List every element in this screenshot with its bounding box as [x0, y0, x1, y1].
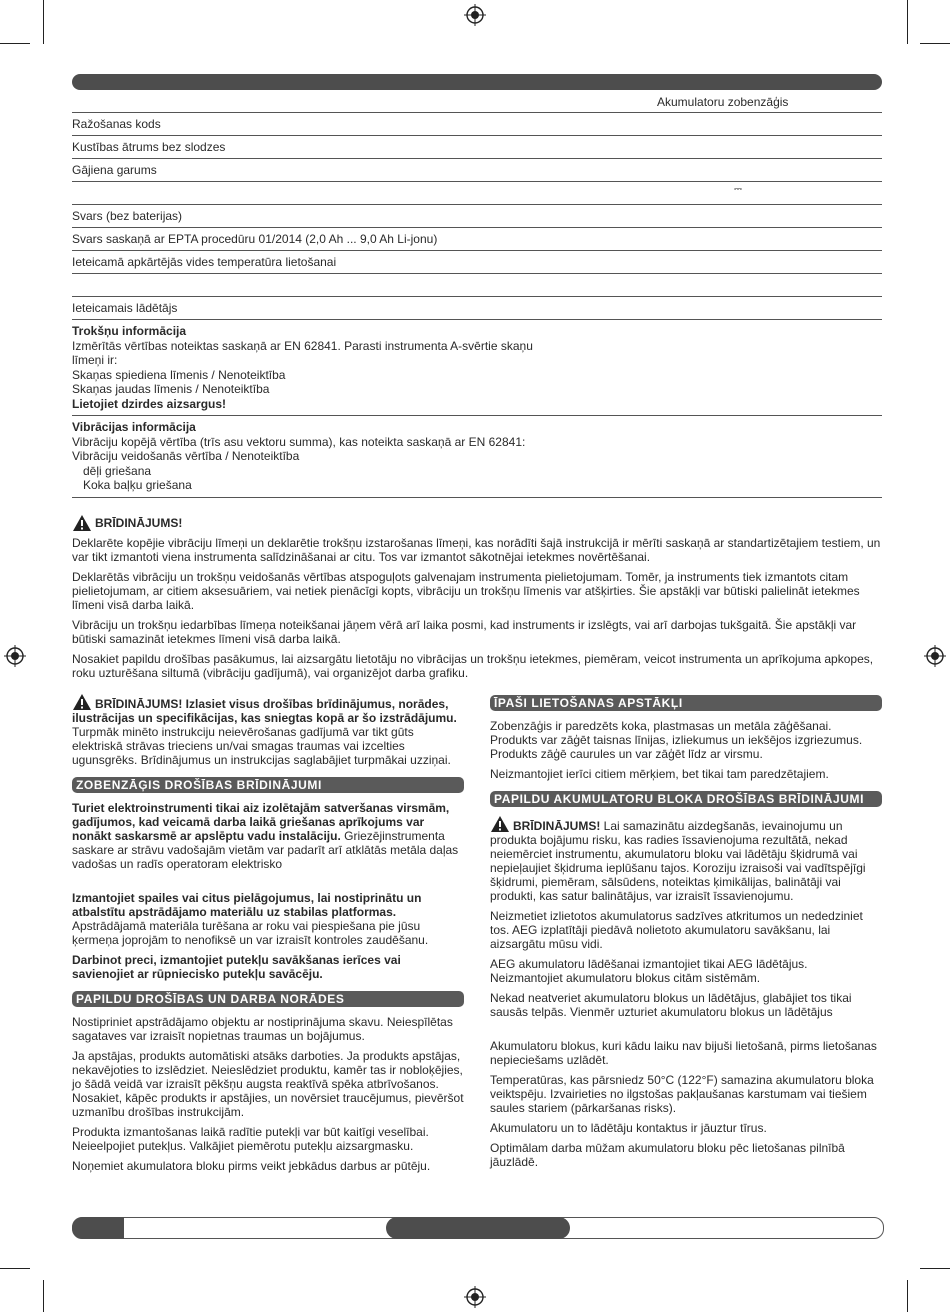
crop-mark	[0, 1268, 30, 1269]
section-heading: PAPILDU AKUMULATORU BLOKA DROŠĪBAS BRĪDINĀJUMI	[490, 791, 882, 807]
vibration-text: Vibrāciju veidošanās vērtība / Nenoteiktība	[72, 449, 300, 463]
vibration-info-block	[72, 416, 882, 498]
warning-bold-text: BRĪDINĀJUMS! Izlasiet visus drošības brīdinājumus, norādes, ilustrācijas un specifikācijas, kas sniegtas kopā ar šo izstrādājumu.	[72, 697, 457, 725]
body-paragraph: Nekad neatveriet akumulatoru blokus un lādētājus, glabājiet tos tikai sausās telpās. Vienmēr uzturiet akumulatoru blokus un lādētājus	[490, 991, 852, 1019]
vibration-title: Vibrācijas informācija	[72, 420, 196, 434]
noise-text: Skaņas jaudas līmenis / Nenoteiktība	[72, 382, 270, 396]
body-paragraph: AEG akumulatoru lādēšanai izmantojiet tikai AEG lādētājus. Neizmantojiet akumulatoru blokus citām sistēmām.	[490, 957, 808, 985]
table-header	[72, 92, 882, 113]
section-heading: ĪPAŠI LIETOŠANAS APSTĀKĻI	[490, 695, 882, 711]
battery-warning	[490, 815, 882, 903]
left-column	[72, 693, 464, 1179]
body-paragraph: Akumulatoru blokus, kuri kādu laiku nav bijuši lietošanā, pirms lietošanas nepieciešams uzlādēt.	[490, 1039, 877, 1067]
noise-title: Trokšņu informācija	[72, 324, 187, 338]
crop-mark	[920, 1268, 950, 1269]
row-label: Ražošanas kods	[72, 117, 161, 131]
table-row	[72, 182, 882, 205]
body-paragraph: Akumulatoru un to lādētāju kontaktus ir jāuztur tīrus.	[490, 1121, 767, 1135]
table-row	[72, 159, 882, 182]
body-paragraph: Temperatūras, kas pārsniedz 50°C (122°F) samazina akumulatoru bloka veiktspēju. Izvairieties no ilgstošas pakļaušanas karstumam vai tiešiem saules stariem (pārkaršanas risks).	[490, 1073, 874, 1115]
registration-mark-icon	[4, 645, 26, 667]
section-heading: PAPILDU DROŠĪBAS UN DARBA NORĀDES	[72, 991, 464, 1007]
body-paragraph: Nostipriniet apstrādājamo objektu ar nostiprinājuma skavu. Neiespīlētas sagataves var izraisīt nopietnas traumas un bojājumus.	[72, 1015, 453, 1043]
vibration-text: dēļi griešana	[83, 463, 152, 478]
warning-title: BRĪDINĀJUMS!	[95, 516, 183, 530]
body-paragraph: Neizmetiet izlietotos akumulatorus sadzīves atkritumos un nededziniet tos. AEG izplatītāji piedāvā nolietoto akumulatoru savākšanu, lai aizsargātu mūsu vidi.	[490, 909, 863, 951]
warning-triangle-icon	[72, 693, 92, 711]
registration-mark-icon	[464, 1286, 486, 1308]
row-label: Gājiena garums	[72, 163, 157, 177]
dc-symbol-icon: ⎓	[734, 184, 742, 195]
noise-info-block	[72, 320, 882, 416]
crop-mark	[0, 43, 30, 44]
crop-mark	[43, 1280, 44, 1312]
column-title: Akumulatoru zobenzāģis	[657, 95, 789, 109]
bold-text: Turiet elektroinstrumenti tikai aiz izolētajām satveršanas virsmām, gadījumos, kad veicamā darba laikā griešanas aprīkojums var nonākt saskarsmē ar apslēptu vadu instalāciju.	[72, 801, 450, 843]
noise-text: līmeņi ir:	[72, 353, 118, 367]
footer-page-tab	[72, 1217, 124, 1239]
vibration-text: Koka baļķu griešana	[83, 478, 192, 492]
section-heading: ZOBENZĀĢIS DROŠĪBAS BRĪDINĀJUMI	[72, 777, 464, 793]
footer-center-tab	[386, 1217, 570, 1239]
top-header-bar	[72, 74, 882, 90]
crop-mark	[907, 1280, 908, 1312]
crop-mark	[907, 0, 908, 44]
warning-paragraph: Vibrāciju un trokšņu iedarbības līmeņa noteikšanai jāņem vērā arī laika posmi, kad instruments ir izslēgts, vai arī darbojas tukšgaitā. Šie apstākļi var būtiski samazināt ietekmes līmeni visā darba laikā.	[72, 618, 857, 646]
technical-data-table	[72, 92, 882, 498]
safety-paragraph: Darbinot preci, izmantojiet putekļu savākšanas ierīces vai savienojiet ar rūpniecisko putekļu savācēju.	[72, 953, 401, 981]
warning-triangle-icon	[490, 815, 510, 833]
vibration-text: Vibrāciju kopējā vērtība (trīs asu vektoru summa), kas noteikta saskaņā ar EN 62841:	[72, 434, 526, 449]
warning-paragraph: Deklarētās vibrāciju un trokšņu veidošanās vērtības atspoguļots galvenajam instrumenta pielietojumam. Tomēr, ja instruments tiek izmantots citam pielietojumam, ar citiem aksesuāriem, vai netiek pienācīgi kopts, vibrāciju un trokšņu līmenis var atšķirties. Šie apstākļi var būtiski palielināt ietekmes līmeni visā darba laikā.	[72, 570, 860, 612]
warning-text: Turpmāk minēto instrukciju neievērošanas gadījumā var tikt gūts elektriskā strāvas trieciens un/vai smagas traumas vai izcelties ugunsgrēks. Brīdinājumus un instrukcijas saglabājiet turpmākai uzziņai.	[72, 725, 451, 767]
table-row	[72, 113, 882, 136]
registration-mark-icon	[464, 4, 486, 26]
noise-text: Skaņas spiediena līmenis / Nenoteiktība	[72, 367, 286, 382]
body-paragraph: Optimālam darba mūžam akumulatoru bloku pēc lietošanas pilnībā jāuzlādē.	[490, 1141, 845, 1169]
table-row	[72, 251, 882, 274]
body-text: Griezējinstrumenta saskare ar strāvu vadošajām vietām var padarīt arī atklātās metāla daļas vadošas un radīs operatoram elektrisko	[72, 829, 459, 871]
warning-text: Lai samazinātu aizdegšanās, ievainojumu un produkta bojājumu risku, kas radies īssavienojuma rezultātā, nekad neiemērciet instrumentu, akumulatoru bloku vai lādētāju šķidrumā vai nepieļaujiet šķidruma ieplūšanu tajos. Koroziju izraisoši vai vadītspējīgi šķidrumi, piemēram, sālsūdens, noteiktas ķimikālijas, balinātāji vai produkti, kas satur balinātājus, var izraisīt īssavienojumu.	[490, 819, 866, 903]
general-warning	[72, 693, 464, 767]
row-label: Svars saskaņā ar EPTA procedūru 01/2014 (2,0 Ah ... 9,0 Ah Li-jonu)	[72, 232, 438, 246]
table-row	[72, 205, 882, 228]
body-text: Apstrādājamā materiāla turēšana ar roku vai piespiešana pie jūsu ķermeņa joprojām to nenofiksē un var izraisīt kontroles zaudēšanu.	[72, 919, 429, 947]
table-row	[72, 228, 882, 251]
body-paragraph: Zobenzāģis ir paredzēts koka, plastmasas un metāla zāģēšanai. Produkts var zāģēt taisnas līnijas, izliekumus un iekšējos izgriezumus. Produkts zāģē caurules un var zāģēt līdz ar virsmu.	[490, 719, 863, 761]
warning-triangle-icon	[72, 514, 92, 532]
bold-text: Izmantojiet spailes vai citus pielāgojumus, lai nostiprinātu un atbalstītu apstrādājamo materiālu uz stabilas platformas.	[72, 891, 422, 919]
body-paragraph: Neizmantojiet ierīci citiem mērķiem, bet tikai tam paredzētajiem.	[490, 767, 829, 781]
registration-mark-icon	[924, 645, 946, 667]
warning-section	[72, 514, 884, 686]
table-row	[72, 274, 882, 297]
crop-mark	[920, 43, 950, 44]
body-paragraph: Produkta izmantošanas laikā radītie putekļi var būt kaitīgi veselībai. Neieelpojiet putekļus. Valkājiet piemērotu putekļu aizsargmasku.	[72, 1125, 429, 1153]
body-paragraph: Ja apstājas, produkts automātiski atsāks darboties. Ja produkts apstājas, nekavējoties to izslēdziet. Neieslēdziet produktu, kamēr tas ir nobloķējies, jo šādā veidā var izraisīt pēkšņu augsta reaktīvā spēka atbrīvošanos. Nosakiet, kāpēc produkts ir apstājies, un novērsiet traucējumus, pievēršot uzmanību drošības instrukcijām.	[72, 1049, 464, 1119]
warning-heading	[72, 514, 884, 532]
noise-warning: Lietojiet dzirdes aizsargus!	[72, 396, 227, 411]
noise-text: Izmērītās vērtības noteiktas saskaņā ar EN 62841. Parasti instrumenta A-svērtie skaņu	[72, 338, 533, 353]
warning-paragraph: Deklarēte kopējie vibrāciju līmeņi un deklarētie trokšņu izstarošanas līmeņi, kas norādīti šajā instrukcijā ir mērīti saskaņā ar standartizētajiem testiem, un var tikt izmantoti viena instrumenta salīdzināšanai ar citu. Tos var izmantot sākotnējai ietekmes novērtēšanai.	[72, 536, 881, 564]
right-column	[490, 685, 882, 1175]
table-row	[72, 136, 882, 159]
row-label: Svars (bez baterijas)	[72, 209, 183, 223]
table-row	[72, 297, 882, 320]
row-label: Ieteicamais lādētājs	[72, 301, 178, 315]
safety-paragraph	[72, 891, 464, 947]
warning-paragraph: Nosakiet papildu drošības pasākumus, lai aizsargātu lietotāju no vibrācijas un trokšņu ietekmes, piemēram, veicot instrumenta un aprīkojuma apkopes, roku uzturēšana siltumā (vibrāciju gadījumā), vai organizējot darba grafiku.	[72, 652, 874, 680]
body-paragraph: Noņemiet akumulatora bloku pirms veikt jebkādus darbus ar pūtēju.	[72, 1159, 431, 1173]
safety-paragraph	[72, 801, 464, 871]
row-label: Kustības ātrums bez slodzes	[72, 140, 226, 154]
row-label: Ieteicamā apkārtējās vides temperatūra lietošanai	[72, 255, 337, 269]
warning-bold-text: BRĪDINĀJUMS!	[513, 819, 601, 833]
crop-mark	[43, 0, 44, 44]
